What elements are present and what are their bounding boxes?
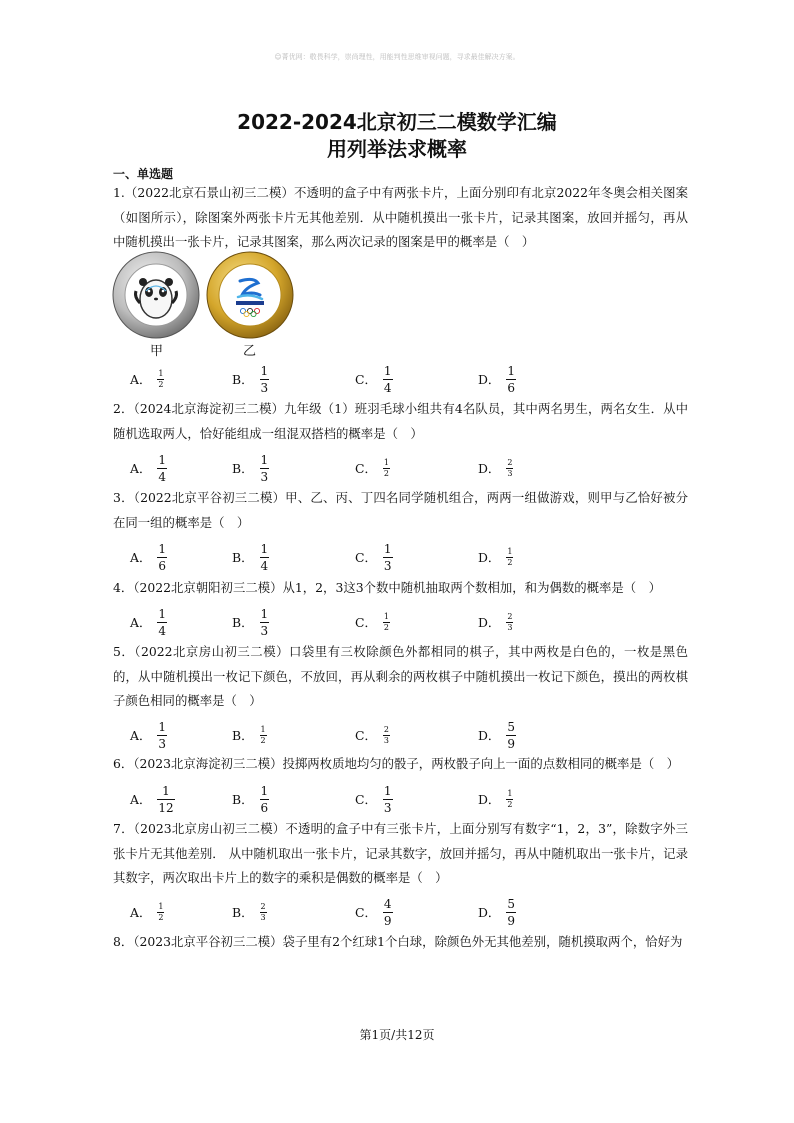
question-text: 6．（2023北京海淀初三二模）投掷两枚质地均匀的骰子，两枚骰子向上一面的点数相同的概率是（ ） [113,756,680,771]
fraction-numerator: 1 [383,611,389,621]
fraction-numerator: 1 [260,363,269,378]
option-fraction [383,365,393,394]
fraction-denominator: 2 [507,799,513,809]
option-label: C． [355,905,377,920]
fraction-denominator: 9 [507,736,515,751]
option-fraction [157,721,167,750]
options-row [130,364,650,394]
option-fraction [260,726,267,745]
answer-option [130,453,167,483]
answer-option [232,897,267,927]
option-label: D． [478,461,501,476]
fraction-denominator: 2 [158,379,164,389]
option-fraction [383,785,393,814]
options-row [130,607,650,637]
fraction-denominator: 2 [507,557,513,567]
option-fraction [506,721,516,750]
fraction-bar [383,799,393,800]
option-fraction [383,898,393,927]
fraction-numerator: 2 [383,724,389,734]
fraction-bar [383,379,393,380]
section-title: 一、单选题 [113,167,174,181]
option-label: B． [232,728,254,743]
fraction-denominator: 6 [507,380,515,395]
fraction-bar [157,557,167,558]
fraction-bar [506,379,516,380]
fraction-bar [157,468,167,469]
answer-option [478,720,516,750]
option-label: B． [232,372,254,387]
fraction-bar [157,622,167,623]
answer-option [478,897,516,927]
answer-option [130,364,164,394]
fraction-numerator: 1 [383,363,392,378]
fraction-numerator: 2 [260,901,266,911]
option-label: B． [232,905,254,920]
fraction-numerator: 1 [158,368,164,378]
fraction-numerator: 1 [158,541,166,556]
option-fraction [157,903,164,922]
fraction-numerator: 1 [260,724,266,734]
page-footer: 第1页/共12页 [359,1028,435,1042]
options-row [130,784,650,814]
question-text: 3．（2022北京平谷初三二模）甲、乙、丙、丁四名同学随机组合，两两一组做游戏，则甲与乙恰好被分在同一组的概率是（ ） [113,490,688,530]
option-label: A． [130,372,152,387]
fraction-bar [157,735,167,736]
option-fraction [383,613,390,632]
question-text: 5．（2022北京房山初三二模）口袋里有三枚除颜色外都相同的棋子，其中两枚是白色的，一枚是黑色的，从中随机摸出一枚记下颜色，不放回，再从剩余的两枚棋子中随机摸出一枚记下颜色，摸出的两枚棋子颜色相同的概率是（ ） [113,644,688,708]
fraction-denominator: 3 [383,800,392,815]
option-fraction [383,543,393,572]
option-fraction [260,785,270,814]
option-fraction [157,608,167,637]
answer-option [478,784,513,814]
option-fraction [383,726,390,745]
option-label: C． [355,461,377,476]
option-fraction [260,903,267,922]
fraction-numerator: 1 [383,541,392,556]
fraction-denominator: 3 [507,468,513,478]
fraction-numerator: 1 [158,606,166,621]
answer-option [478,607,513,637]
fraction-denominator: 4 [383,380,392,395]
option-fraction [506,790,513,809]
bing-dwen-dwen-medal-image [112,251,200,339]
fraction-numerator: 1 [260,541,269,556]
fraction-numerator: 1 [158,901,164,911]
options-row [130,542,650,572]
answer-option [232,784,269,814]
fraction-denominator: 3 [507,622,513,632]
fraction-numerator: 1 [158,452,166,467]
options-row [130,453,650,483]
option-fraction [260,608,270,637]
fraction-denominator: 3 [383,558,392,573]
document-subtitle: 用列举法求概率 [327,137,467,161]
answer-option [355,897,393,927]
beijing-2022-emblem-medal-image [206,251,294,339]
answer-option [232,542,269,572]
question-text: 7．（2023北京房山初三二模）不透明的盒子中有三张卡片，上面分别写有数字“1，2，3”，除数字外三张卡片无其他差别． 从中随机取出一张卡片，记录其数字，放回并摇匀，再从中随机取出一张卡片，记录其数字，两次取出卡片上的数字的乘积是偶数的概率是（ ） [113,821,688,885]
fraction-denominator: 4 [260,558,269,573]
fraction-bar [260,468,270,469]
option-label: C． [355,550,377,565]
option-label: B． [232,461,254,476]
answer-option [355,542,393,572]
option-label: C． [355,372,377,387]
fraction-numerator: 5 [507,896,515,911]
option-fraction [506,613,513,632]
option-label: A． [130,461,152,476]
answer-option [355,720,390,750]
fraction-bar [506,912,516,913]
fraction-denominator: 12 [158,800,174,815]
option-label: D． [478,615,501,630]
option-fraction [506,898,516,927]
fraction-denominator: 9 [383,913,392,928]
option-fraction [506,365,516,394]
answer-option [355,453,390,483]
fraction-denominator: 2 [383,468,389,478]
fraction-numerator: 1 [260,452,269,467]
option-label: B． [232,550,254,565]
question-text: 1.（2022北京石景山初三二模）不透明的盒子中有两张卡片，上面分别印有北京2022年冬奥会相关图案（如图所示），除图案外两张卡片无其他差别．从中随机摸出一张卡片，记录其图案，放回并摇匀，再从中随机摸出一张卡片，记录其图案，那么两次记录的图案是甲的概率是（ ） [113,185,688,249]
option-label: B． [232,615,254,630]
fraction-numerator: 2 [507,611,513,621]
answer-option [355,784,393,814]
fraction-numerator: 1 [507,546,513,556]
fraction-denominator: 3 [260,623,269,638]
fraction-denominator: 3 [383,735,389,745]
answer-option [130,897,164,927]
answer-option [478,453,513,483]
answer-option [232,720,267,750]
fraction-denominator: 3 [260,380,269,395]
option-fraction [506,459,513,478]
fraction-numerator: 1 [383,457,389,467]
option-label: D． [478,728,501,743]
options-row [130,897,650,927]
fraction-numerator: 1 [507,788,513,798]
option-label: A． [130,550,152,565]
option-label: C． [355,792,377,807]
fraction-denominator: 6 [158,558,166,573]
answer-option [232,607,269,637]
fraction-bar [260,557,270,558]
fraction-bar [260,799,270,800]
answer-option [130,607,167,637]
answer-option [232,364,269,394]
medal-label-jia: 甲 [150,344,164,359]
option-label: A． [130,792,152,807]
answer-option [355,364,393,394]
fraction-denominator: 3 [260,469,269,484]
header-note: ☺菁优网：敬畏科学，崇尚理性，用能判性思维审视问题，寻求最佳解决方案。 [274,53,520,61]
document-title: 2022-2024北京初三二模数学汇编 [237,110,557,134]
option-label: A． [130,728,152,743]
fraction-bar [157,799,174,800]
option-label: D． [478,550,501,565]
options-row [130,720,650,750]
option-fraction [506,548,513,567]
option-fraction [157,370,164,389]
fraction-numerator: 1 [383,783,392,798]
option-fraction [157,785,174,814]
fraction-denominator: 2 [383,622,389,632]
fraction-numerator: 1 [260,783,269,798]
fraction-numerator: 1 [162,783,170,798]
option-label: A． [130,905,152,920]
fraction-bar [383,912,393,913]
fraction-denominator: 9 [507,913,515,928]
question-text: 8．（2023北京平谷初三二模）袋子里有2个红球1个白球，除颜色外无其他差别，随机摸取两个，恰好为 [113,934,683,949]
answer-option [478,542,513,572]
fraction-numerator: 5 [507,719,515,734]
option-label: D． [478,905,501,920]
fraction-bar [260,379,270,380]
fraction-bar [383,557,393,558]
fraction-numerator: 2 [507,457,513,467]
fraction-denominator: 3 [158,736,166,751]
option-label: B． [232,792,254,807]
fraction-numerator: 4 [383,896,392,911]
option-label: A． [130,615,152,630]
question-text: 2．（2024北京海淀初三二模）九年级（1）班羽毛球小组共有4名队员，其中两名男生，两名女生．从中随机选取两人，恰好能组成一组混双搭档的概率是（ ） [113,401,688,441]
option-fraction [260,365,270,394]
fraction-denominator: 4 [158,469,166,484]
fraction-numerator: 1 [260,606,269,621]
option-fraction [157,543,167,572]
fraction-bar [260,622,270,623]
option-fraction [260,543,270,572]
fraction-denominator: 3 [260,912,266,922]
option-label: D． [478,372,501,387]
answer-option [130,720,167,750]
option-fraction [260,454,270,483]
option-fraction [157,454,167,483]
medal-label-yi: 乙 [243,344,257,359]
option-fraction [383,459,390,478]
answer-option [130,784,175,814]
option-label: C． [355,615,377,630]
option-label: C． [355,728,377,743]
answer-option [232,453,269,483]
fraction-denominator: 4 [158,623,166,638]
answer-option [355,607,390,637]
option-label: D． [478,792,501,807]
fraction-denominator: 2 [260,735,266,745]
question-text: 4．（2022北京朝阳初三二模）从1，2，3这3个数中随机抽取两个数相加，和为偶数的概率是（ ） [113,580,661,595]
fraction-numerator: 1 [507,363,515,378]
fraction-denominator: 2 [158,912,164,922]
answer-option [478,364,516,394]
answer-option [130,542,167,572]
fraction-bar [506,735,516,736]
fraction-numerator: 1 [158,719,166,734]
fraction-denominator: 6 [260,800,269,815]
